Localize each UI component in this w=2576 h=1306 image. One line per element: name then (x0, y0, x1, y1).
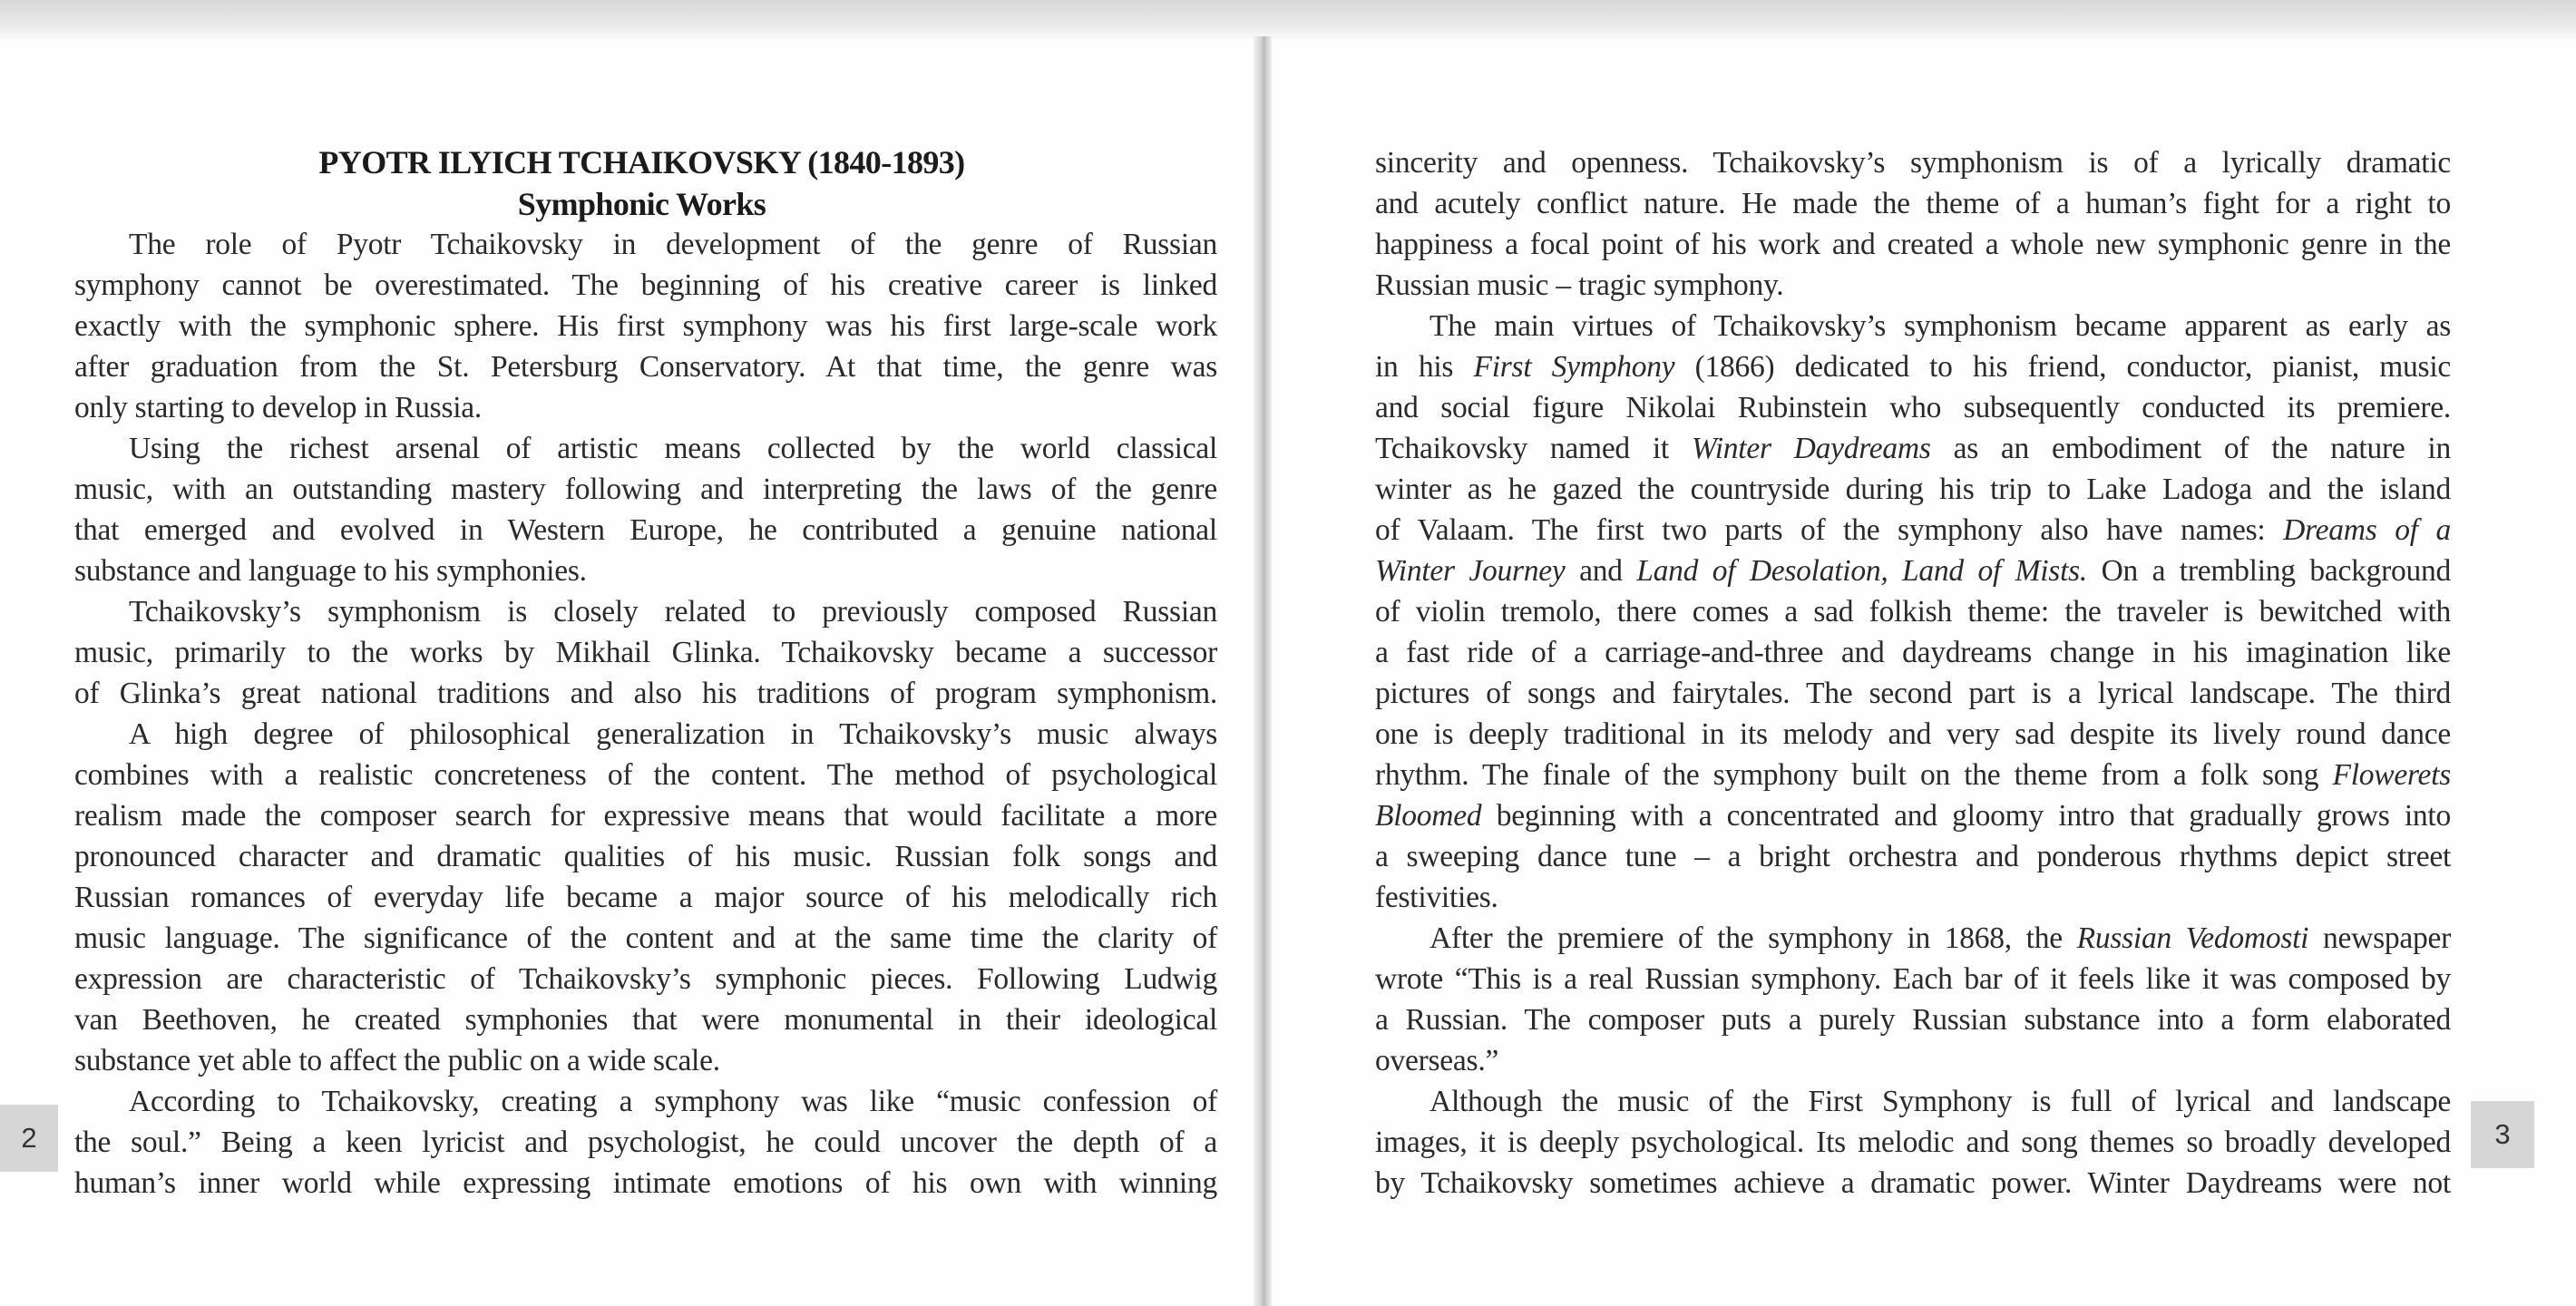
text-line: Tchaikovsky named it Winter Daydreams as an embodiment of the nature in (1375, 432, 2451, 465)
text-line: Although the music of the First Symphony is full of lyrical and landscape (1429, 1085, 2451, 1118)
page-number: 2 (0, 1105, 58, 1172)
text-line: and acutely conflict nature. He made the theme of a human’s fight for a right to (1375, 187, 2451, 220)
text-line: substance and language to his symphonies. (74, 554, 587, 588)
text-line: images, it is deeply psychological. Its melodic and song themes so broadly developed (1375, 1126, 2451, 1159)
text-line: exactly with the symphonic sphere. His first symphony was his first large-scale work (74, 309, 1217, 343)
text-line: The main virtues of Tchaikovsky’s symphonism became apparent as early as (1429, 309, 2451, 343)
text-line: Russian romances of everyday life became a major source of his melodically rich (74, 881, 1217, 914)
text-line: that emerged and evolved in Western Europe, he contributed a genuine national (74, 513, 1217, 547)
text-line: According to Tchaikovsky, creating a symphony was like “music confession of (129, 1085, 1217, 1118)
text-line: festivities. (1375, 881, 1498, 914)
text-line: of Valaam. The first two parts of the symphony also have names: Dreams of a (1375, 513, 2451, 547)
text-line: and social figure Nikolai Rubinstein who subsequently conducted its premiere. (1375, 391, 2451, 424)
text-line: Using the richest arsenal of artistic means collected by the world classical (129, 432, 1217, 465)
text-line: substance yet able to affect the public on a wide scale. (74, 1044, 720, 1077)
text-line: After the premiere of the symphony in 1868, the Russian Vedomosti newspaper (1429, 921, 2451, 955)
page-number: 3 (2471, 1101, 2534, 1168)
text-line: rhythm. The finale of the symphony built on the theme from a folk song Flowerets (1375, 758, 2451, 792)
text-line: human’s inner world while expressing intimate emotions of his own with winning (74, 1166, 1217, 1200)
text-line: by Tchaikovsky sometimes achieve a dramatic power. Winter Daydreams were not (1375, 1166, 2451, 1200)
book-gutter (1254, 36, 1272, 1306)
text-line: symphony cannot be overestimated. The beginning of his creative career is linked (74, 268, 1217, 302)
scan-top-edge (0, 0, 2576, 40)
text-line: a fast ride of a carriage-and-three and daydreams change in his imagination like (1375, 636, 2451, 669)
text-line: pictures of songs and fairytales. The second part is a lyrical landscape. The third (1375, 677, 2451, 710)
text-line: a sweeping dance tune – a bright orchestra and ponderous rhythms depict street (1375, 840, 2451, 873)
text-line: The role of Pyotr Tchaikovsky in development of the genre of Russian (129, 228, 1217, 261)
text-line: happiness a focal point of his work and created a whole new symphonic genre in the (1375, 228, 2451, 261)
text-line: music, primarily to the works by Mikhail Glinka. Tchaikovsky became a successor (74, 636, 1217, 669)
text-line: A high degree of philosophical generalization in Tchaikovsky’s music always (129, 717, 1217, 751)
text-line: realism made the composer search for expressive means that would facilitate a more (74, 799, 1217, 833)
text-line: the soul.” Being a keen lyricist and psychologist, he could uncover the depth of a (74, 1126, 1217, 1159)
text-line: winter as he gazed the countryside during his trip to Lake Ladoga and the island (1375, 473, 2451, 506)
text-line: van Beethoven, he created symphonies that were monumental in their ideological (74, 1003, 1217, 1037)
text-line: Winter Journey and Land of Desolation, Land of Mists. On a trembling background (1375, 554, 2451, 588)
text-line: one is deeply traditional in its melody and very sad despite its lively round dance (1375, 717, 2451, 751)
text-line: expression are characteristic of Tchaikovsky’s symphonic pieces. Following Ludwig (74, 962, 1217, 996)
text-line: pronounced character and dramatic qualities of his music. Russian folk songs and (74, 840, 1217, 873)
text-line: a Russian. The composer puts a purely Russian substance into a form elaborated (1375, 1003, 2451, 1037)
page-title: PYOTR ILYICH TCHAIKOVSKY (1840-1893) (318, 144, 965, 180)
text-line: in his First Symphony (1866) dedicated to his friend, conductor, pianist, music (1375, 350, 2452, 384)
text-line: overseas.” (1375, 1044, 1499, 1077)
text-line: of Glinka’s great national traditions and also his traditions of program symphonism. (74, 677, 1217, 710)
text-line: music, with an outstanding mastery following and interpreting the laws of the genre (74, 473, 1217, 506)
text-line: combines with a realistic concreteness of the content. The method of psychological (74, 758, 1217, 792)
page-subtitle: Symphonic Works (517, 186, 766, 222)
text-line: after graduation from the St. Petersburg Conservatory. At that time, the genre was (74, 350, 1217, 384)
text-line: Russian music – tragic symphony. (1375, 268, 1784, 302)
text-line: sincerity and openness. Tchaikovsky’s symphonism is of a lyrically dramatic (1375, 146, 2451, 180)
text-line: of violin tremolo, there comes a sad folkish theme: the traveler is bewitched with (1375, 595, 2451, 629)
text-line: only starting to develop in Russia. (74, 391, 483, 424)
text-line: music language. The significance of the content and at the same time the clarity of (74, 921, 1217, 955)
text-line: wrote “This is a real Russian symphony. Each bar of it feels like it was composed by (1375, 962, 2451, 996)
text-line: Bloomed beginning with a concentrated and gloomy intro that gradually grows into (1375, 799, 2451, 833)
text-line: Tchaikovsky’s symphonism is closely related to previously composed Russian (129, 595, 1217, 629)
